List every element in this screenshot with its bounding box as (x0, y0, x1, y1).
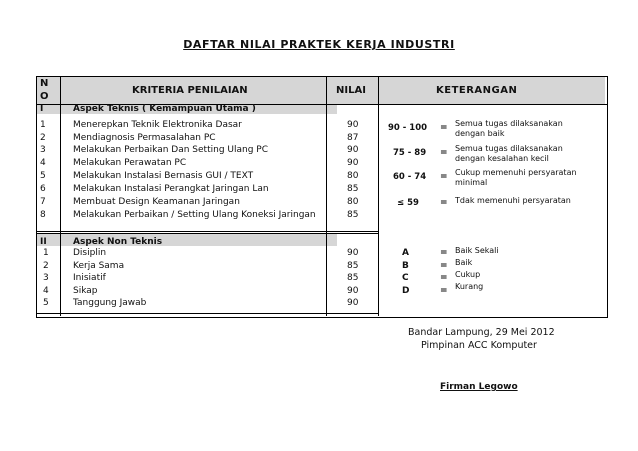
row-kriteria: Disiplin (73, 248, 107, 258)
legend-range: 75 - 89 (393, 148, 427, 158)
legend-desc-line2: dengan baik (455, 129, 505, 138)
row-nilai: 85 (347, 210, 359, 220)
row-nilai: 90 (347, 120, 359, 130)
legend-grade: C (402, 273, 409, 283)
row-no: 4 (43, 286, 49, 296)
col-divider-nilai (378, 77, 379, 316)
row-kriteria: Sikap (73, 286, 98, 296)
row-nilai: 80 (347, 171, 359, 181)
legend-equals: = (440, 273, 448, 283)
legend-desc: Kurang (455, 282, 484, 291)
header-nilai: NILAI (336, 85, 366, 96)
row-kriteria: Inisiatif (73, 273, 106, 283)
row-no: 3 (43, 273, 49, 283)
document-title: DAFTAR NILAI PRAKTEK KERJA INDUSTRI (183, 38, 455, 51)
legend-equals: = (440, 261, 448, 271)
signatory-name: Firman Legowo (440, 382, 518, 392)
row-no: 3 (40, 145, 46, 155)
legend-range: 90 - 100 (388, 123, 428, 133)
row-nilai: 90 (347, 145, 359, 155)
header-keterangan: KETERANGAN (436, 85, 518, 96)
section1-roman: I (40, 104, 44, 114)
row-no: 5 (40, 171, 46, 181)
section-gap-line-2 (36, 233, 379, 234)
legend-desc-line1: Tdak memenuhi persyaratan (455, 196, 571, 205)
table-bottom-inner-line (36, 313, 379, 314)
legend-desc-line1: Semua tugas dilaksanakan (455, 144, 563, 153)
row-no: 7 (40, 197, 46, 207)
row-no: 8 (40, 210, 46, 220)
row-no: 5 (43, 298, 49, 308)
place-date: Bandar Lampung, 29 Mei 2012 (408, 327, 555, 338)
legend-range: ≤ 59 (397, 198, 419, 208)
row-kriteria: Kerja Sama (73, 261, 125, 271)
legend-equals: = (440, 248, 448, 258)
legend-desc-line2: dengan kesalahan kecil (455, 154, 549, 163)
section-gap-line-1 (36, 231, 379, 232)
row-kriteria: Mendiagnosis Permasalahan PC (73, 133, 216, 143)
row-no: 2 (43, 261, 49, 271)
legend-desc-line1: Cukup memenuhi persyaratan (455, 168, 577, 177)
row-kriteria: Membuat Design Keamanan Jaringan (73, 197, 240, 207)
legend-equals: = (440, 198, 448, 208)
row-kriteria: Tanggung Jawab (73, 298, 147, 308)
row-no: 2 (40, 133, 46, 143)
legend-desc: Baik (455, 258, 473, 267)
legend-desc: Baik Sekali (455, 246, 499, 255)
legend-desc: Cukup (455, 270, 481, 279)
legend-desc-line2: minimal (455, 178, 488, 187)
header-kriteria: KRITERIA PENILAIAN (132, 85, 248, 96)
row-nilai: 90 (347, 298, 359, 308)
row-nilai: 85 (347, 273, 359, 283)
row-nilai: 90 (347, 248, 359, 258)
row-kriteria: Menerepkan Teknik Elektronika Dasar (73, 120, 242, 130)
position-title: Pimpinan ACC Komputer (421, 340, 537, 351)
row-nilai: 90 (347, 286, 359, 296)
col-divider-kriteria (326, 77, 327, 316)
legend-equals: = (440, 148, 448, 158)
col-divider-no (60, 77, 61, 316)
row-no: 6 (40, 184, 46, 194)
section2-label: Aspek Non Teknis (73, 237, 163, 247)
header-no-bottom: O (40, 91, 49, 102)
legend-desc-line1: Semua tugas dilaksanakan (455, 119, 563, 128)
row-kriteria: Melakukan Instalasi Perangkat Jaringan Lan (73, 184, 269, 194)
legend-range: 60 - 74 (393, 172, 427, 182)
row-nilai: 90 (347, 158, 359, 168)
legend-grade: A (402, 248, 409, 258)
legend-grade: D (402, 286, 410, 296)
row-kriteria: Melakukan Perbaikan / Setting Ulang Koneksi Jaringan (73, 210, 316, 220)
section2-roman: II (40, 237, 47, 247)
row-nilai: 85 (347, 261, 359, 271)
row-nilai: 85 (347, 184, 359, 194)
row-no: 1 (40, 120, 46, 130)
row-kriteria: Melakukan Perawatan PC (73, 158, 187, 168)
section1-label: Aspek Teknis ( Kemampuan Utama ) (73, 104, 256, 114)
legend-equals: = (440, 286, 448, 296)
row-nilai: 80 (347, 197, 359, 207)
row-kriteria: Melakukan Perbaikan Dan Setting Ulang PC (73, 145, 268, 155)
legend-equals: = (440, 123, 448, 133)
legend-equals: = (440, 172, 448, 182)
row-no: 1 (43, 248, 49, 258)
legend-grade: B (402, 261, 409, 271)
row-kriteria: Melakukan Instalasi Bernasis GUI / TEXT (73, 171, 254, 181)
row-no: 4 (40, 158, 46, 168)
header-no-top: N (40, 78, 49, 89)
row-nilai: 87 (347, 133, 359, 143)
